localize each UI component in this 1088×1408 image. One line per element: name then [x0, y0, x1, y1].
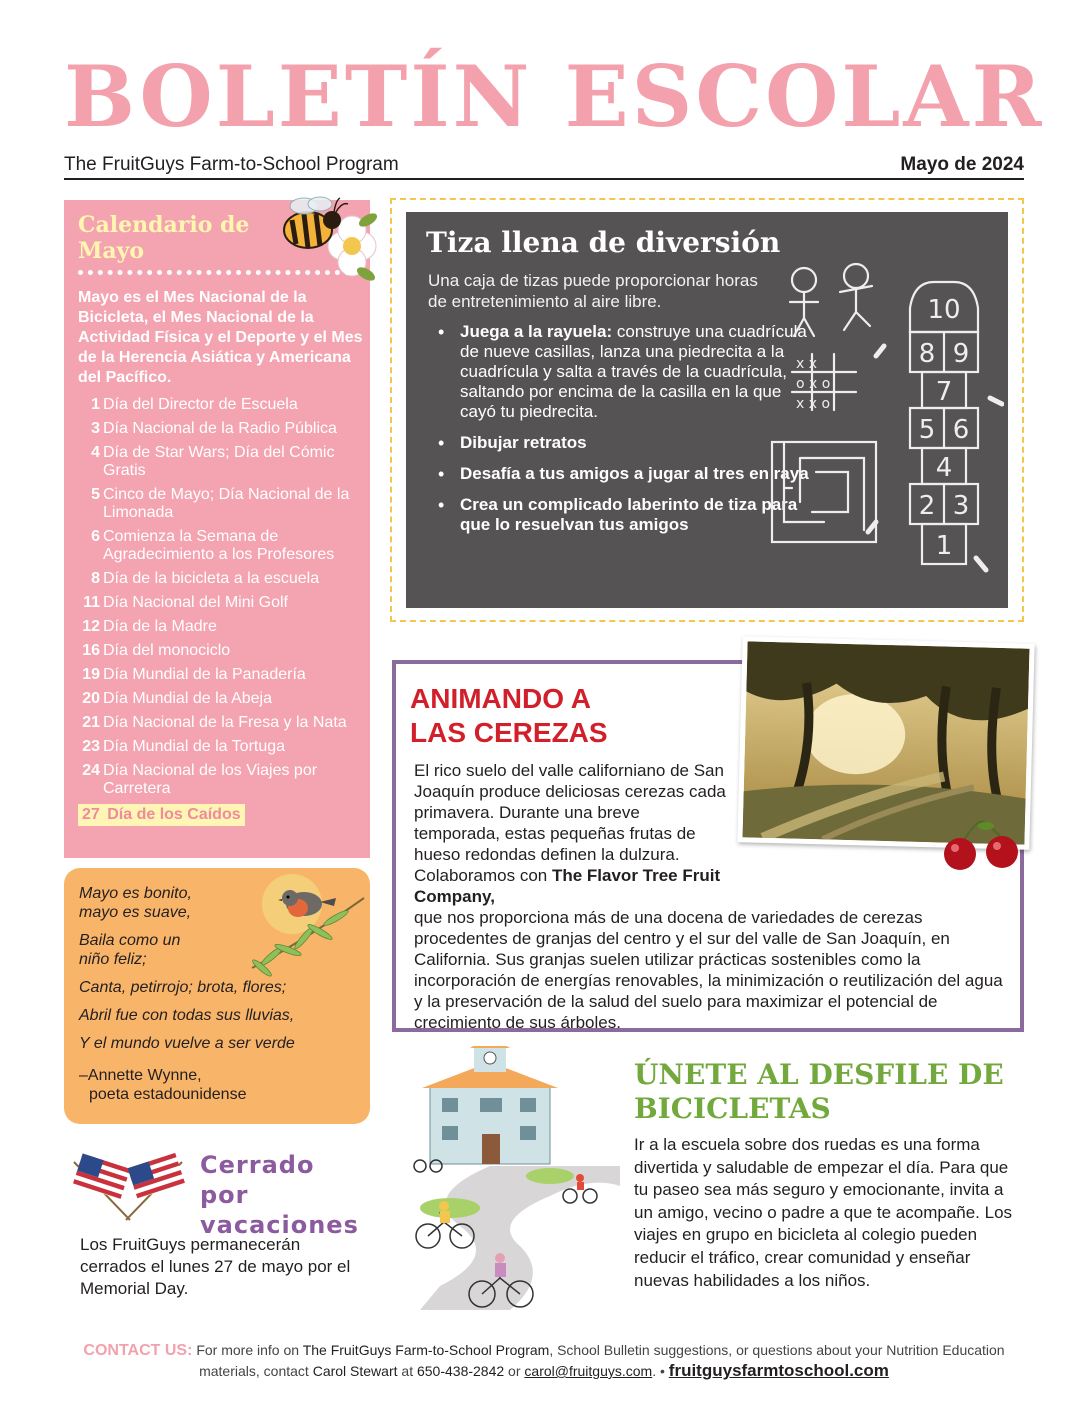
calendar-title: Calendario de Mayo: [78, 212, 250, 264]
calendar-item: [78, 762, 368, 798]
chalk-list-item: [434, 464, 814, 484]
hopscotch-number: 9: [952, 339, 970, 369]
footer-text: at: [397, 1363, 417, 1379]
website-link[interactable]: fruitguysfarmtoschool.com: [668, 1361, 889, 1380]
program-name: The FruitGuys Farm-to-School Program: [64, 154, 399, 175]
footer: [64, 1340, 1024, 1381]
calendar-day: 24: [82, 762, 100, 779]
dotted-divider: [78, 270, 350, 275]
calendar-item: [78, 690, 368, 708]
poem-author-name: –Annette Wynne,: [79, 1067, 202, 1084]
hopscotch-number: 3: [952, 491, 970, 521]
hopscotch-number: 10: [927, 295, 961, 325]
cherry-title-line: LAS CEREZAS: [410, 717, 608, 748]
calendar-item: [78, 738, 368, 756]
crossed-flags-icon: [66, 1150, 190, 1222]
calendar-event: Día Nacional del Mini Golf: [103, 594, 288, 611]
hopscotch-number: 4: [935, 453, 953, 483]
calendar-day: 5: [91, 486, 100, 503]
poem-line: Canta, petirrojo; brota, flores;: [79, 979, 287, 996]
calendar-event: Día Mundial de la Abeja: [103, 690, 272, 707]
svg-text:x x: x x: [796, 356, 818, 372]
chalk-list-item: [434, 433, 814, 453]
calendar-item: [78, 594, 368, 612]
calendar-event: Día del Director de Escuela: [103, 396, 298, 413]
header-subrow: [64, 152, 1024, 180]
calendar-item: [78, 486, 368, 522]
bee-flower-illustration: [262, 186, 382, 296]
calendar-event: Día de Star Wars; Día del Cómic Gratis: [103, 444, 335, 479]
poem-author: [79, 1066, 246, 1104]
bike-title: [634, 1058, 1034, 1126]
cherry-title-line: ANIMANDO A: [410, 683, 591, 714]
robin-branch-illustration: [232, 872, 368, 982]
calendar-event: Cinco de Mayo; Día Nacional de la Limonada: [103, 486, 350, 521]
svg-text:x x o: x x o: [796, 396, 831, 412]
svg-text:o x o: o x o: [796, 376, 831, 392]
calendar-event: Día Nacional de la Radio Pública: [103, 420, 337, 437]
calendar-day: 20: [82, 690, 100, 707]
chalk-item-lead: Desafía a tus amigos a jugar al tres en raya: [460, 464, 809, 483]
chalk-list-item: [434, 322, 814, 422]
school-bikes-illustration: [400, 1046, 622, 1310]
contact-email-link[interactable]: carol@fruitguys.com: [524, 1363, 653, 1379]
footer-text: For more info on: [192, 1342, 303, 1358]
calendar-day: 19: [82, 666, 100, 683]
calendar-event: Día del monociclo: [103, 642, 231, 659]
calendar-event: Día de los Caídos: [107, 806, 241, 823]
hopscotch-number: 5: [918, 415, 936, 445]
poem-line: Baila como un: [79, 932, 181, 949]
poem-line: niño feliz;: [79, 951, 147, 968]
calendar-item: [78, 528, 368, 564]
closed-title-line: Cerrado por: [200, 1151, 315, 1209]
chalk-list-item: [434, 495, 814, 535]
chalk-item-lead: Dibujar retratos: [460, 433, 587, 452]
calendar-day: 8: [91, 570, 100, 587]
hopscotch-number: 8: [918, 339, 936, 369]
calendar-day: 21: [82, 714, 100, 731]
chalk-item-lead: Juega a la rayuela:: [460, 322, 613, 341]
contact-label: CONTACT US:: [83, 1342, 193, 1359]
hopscotch-number: 7: [935, 377, 953, 407]
calendar-item: [78, 570, 368, 588]
chalk-drawings-illustration: [764, 262, 1004, 602]
footer-text: . •: [652, 1363, 669, 1379]
calendar-event: Día de la bicicleta a la escuela: [103, 570, 320, 587]
chalk-title: Tiza llena de diversión: [426, 226, 781, 259]
poem-line: mayo es suave,: [79, 904, 192, 921]
calendar-day: 4: [91, 444, 100, 461]
poem-line: Abril fue con todas sus lluvias,: [79, 1007, 295, 1024]
calendar-item: [78, 642, 368, 660]
calendar-item: [78, 444, 368, 480]
calendar-event: Día Nacional de la Fresa y la Nata: [103, 714, 347, 731]
cherry-text: [414, 760, 1014, 1033]
cherry-text-narrow: [414, 760, 730, 907]
closed-title-line: vacaciones: [200, 1211, 359, 1239]
calendar-item: [78, 714, 368, 732]
closed-title: [200, 1150, 370, 1240]
poem-line: Mayo es bonito,: [79, 885, 192, 902]
poem-line: Y el mundo vuelve a ser verde: [79, 1035, 295, 1052]
calendar-day: 11: [83, 594, 100, 611]
contact-name: Carol Stewart: [312, 1363, 398, 1379]
calendar-day: 6: [91, 528, 100, 545]
chalk-item-lead: Crea un complicado laberinto de tiza para que lo resuelvan tus amigos: [460, 495, 798, 534]
hopscotch-number: 2: [918, 491, 936, 521]
poem-author-role: poeta estadounidense: [89, 1086, 247, 1103]
calendar-event: Comienza la Semana de Agradecimiento a los Profesores: [103, 528, 335, 563]
calendar-event: Día de la Madre: [103, 618, 217, 635]
poem-panel: [64, 868, 370, 1124]
calendar-day: 16: [82, 642, 100, 659]
bike-title-line: ÚNETE AL DESFILE DE: [634, 1058, 1004, 1091]
calendar-day: 27: [82, 806, 100, 823]
calendar-intro: Mayo es el Mes Nacional de la Bicicleta, el Mes Nacional de la Actividad Física y el Deporte y el Mes de la Herencia Asiática y Americana del Pacífico.: [78, 289, 363, 386]
cherry-text-part: El rico suelo del valle californiano de San Joaquín produce deliciosas cerezas cada primavera. Durante una breve temporada, estas pequeñas frutas de hueso redondas definen la dulzura. Colaboramos con: [414, 761, 726, 885]
calendar-item: [78, 666, 368, 684]
calendar-event: Día Mundial de la Tortuga: [103, 738, 286, 755]
calendar-day: 12: [82, 618, 100, 635]
calendar-list: [78, 396, 368, 832]
calendar-day: 1: [91, 396, 100, 413]
hopscotch-number: 1: [935, 531, 953, 561]
cherry-text-part: que nos proporciona más de una docena de variedades de cerezas procedentes de granjas del centro y el sur del valle de San Joaquín, en California. Sus granjas suelen utilizar prácticas sostenibles como la incorporación de energías renovables, la minimización o reutilización del agua y la preservación de la salud del suelo para maximizar el potencial de crecimiento de sus árboles.: [414, 908, 1003, 1032]
chalk-list: [434, 322, 814, 546]
calendar-day: 3: [91, 420, 100, 437]
calendar-event: Día Nacional de los Viajes por Carretera: [103, 762, 318, 797]
calendar-item: [78, 618, 368, 636]
newsletter-title: BOLETÍN ESCOLAR: [64, 47, 1045, 146]
calendar-day: 23: [82, 738, 100, 755]
calendar-event: Día Mundial de la Panadería: [103, 666, 306, 683]
bike-title-line: BICICLETAS: [634, 1092, 831, 1125]
chalk-intro: Una caja de tizas puede proporcionar horas de entretenimiento al aire libre.: [428, 271, 758, 311]
footer-program: The FruitGuys Farm-to-School Program: [302, 1342, 550, 1358]
footer-text: , School Bulletin suggestions, or questions about your Nutrition Education materials, contact: [199, 1342, 1005, 1379]
issue-date: Mayo de 2024: [900, 154, 1024, 175]
closed-text: Los FruitGuys permanecerán cerrados el lunes 27 de mayo por el Memorial Day.: [80, 1235, 351, 1298]
chalk-item-text: construye una cuadrícula de nueve casillas, lanza una piedrecita a la cuadrícula y salta a través de la cuadrícula, saltando por encima de la casilla en la que cayó tu piedrecita.: [460, 322, 807, 421]
calendar-item-highlighted: [78, 804, 245, 826]
chalk-panel: [406, 212, 1008, 608]
footer-text: or: [504, 1363, 525, 1379]
calendar-panel: [64, 200, 370, 858]
calendar-item: [78, 420, 368, 438]
bike-text: Ir a la escuela sobre dos ruedas es una forma divertida y saludable de empezar el día. Para que tu paseo sea más seguro y emocionante, invita a un amigo, vecino o padre a que te acompañe. Los viajes en grupo en bicicleta al colegio pueden reducir el tráfico, crear comunidad y enseñar nuevas habilidades a los niños.: [634, 1135, 1013, 1290]
hopscotch-number: 6: [952, 415, 970, 445]
cherry-company: The Flavor Tree Fruit Company,: [414, 866, 721, 906]
calendar-item: [78, 396, 368, 414]
contact-phone: 650-438-2842: [416, 1363, 505, 1379]
cherry-title: [410, 682, 710, 750]
